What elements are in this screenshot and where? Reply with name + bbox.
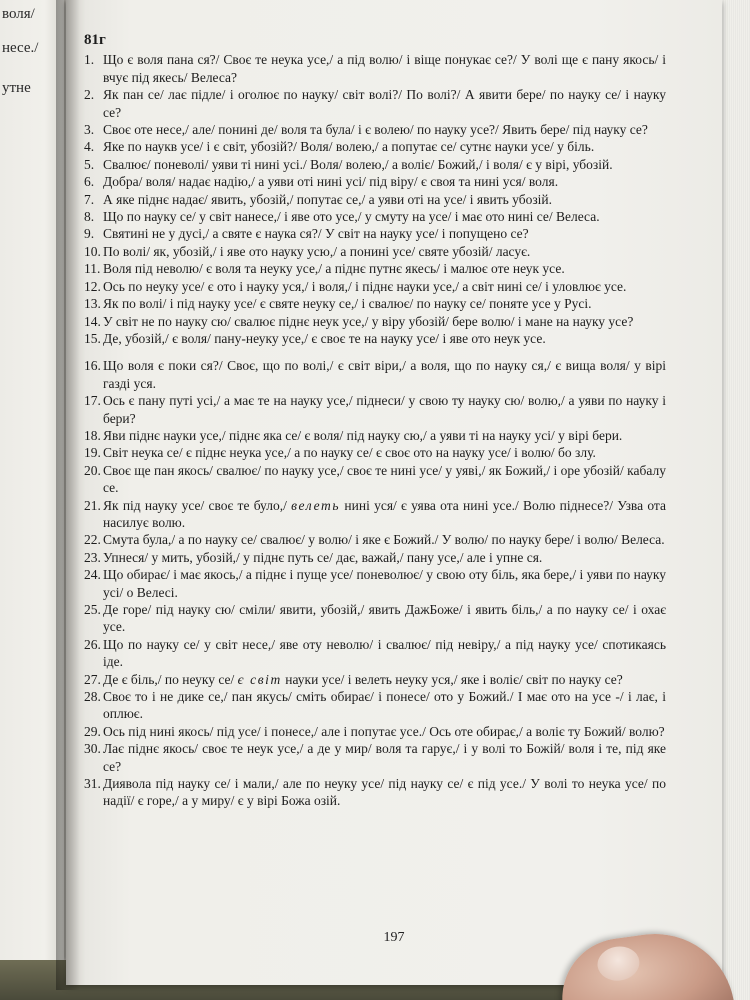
- verse-line: [84, 688, 666, 723]
- verse-text: А яке піднє надає/ явить, убозій,/ попутає се,/ а уяви оті на усе/ і явить убозій.: [103, 191, 553, 207]
- verse-number: 20.: [84, 462, 101, 478]
- verse-text: Де, убозій,/ є воля/ пану-неуку усе,/ є своє те на науку усе/ і яве ото неук усе.: [103, 330, 546, 346]
- verse-number: 27.: [84, 671, 101, 687]
- left-page: [0, 0, 64, 960]
- verse-text: Диявола під науку се/ і мали,/ але по неуку усе/ під науку се/ є під усе./ У волі то неука усе/ по надії/ є горе,/ а у миру/ є у вірі Божа озій.: [103, 776, 666, 809]
- verse-list: [84, 51, 666, 809]
- verse-text: Що обирає/ і має якось,/ а піднє і пуще усе/ поневолює/ у свою оту біль, яка бере,/ і уяви по науку усі/ о Велесі.: [103, 567, 666, 600]
- verse-number: 24.: [84, 567, 101, 583]
- verse-line: [84, 462, 666, 497]
- page-edges: [720, 0, 750, 1000]
- verse-text: Своє оте несе,/ але/ понині де/ воля та була/ і є волею/ по науку усе?/ Явить бере/ під науку се?: [103, 122, 648, 138]
- verse-line: [84, 740, 666, 775]
- verse-number: 15.: [84, 330, 101, 346]
- verse-number: 2.: [84, 87, 95, 103]
- verse-line: [84, 601, 666, 636]
- verse-line: [84, 51, 666, 86]
- verse-text: Де горе/ під науку сю/ сміли/ явити, убозій,/ явить ДажБоже/ і явить біль,/ а по науку се/ і охає усе.: [103, 602, 666, 635]
- verse-line: [84, 723, 666, 740]
- verse-number: 12.: [84, 278, 101, 294]
- verse-text: Що по науку се/ у світ нанесе,/ і яве ото усе,/ у смуту на усе/ і має ото нині се/ Велеса.: [103, 209, 600, 225]
- verse-text: Ось є пану путі усі,/ а має те на науку усе,/ піднеси/ у свою ту науку сю/ волю,/ а уяви по науку і бери?: [103, 393, 666, 426]
- verse-text: Ось по неуку усе/ є ото і науку уся,/ і воля,/ і піднє науки усе,/ а світ нині се/ і уловлює усе.: [103, 278, 627, 294]
- verse-number: 11.: [84, 261, 101, 277]
- verse-number: 18.: [84, 427, 101, 443]
- verse-line: [84, 531, 666, 548]
- verse-text: Де є біль,/ по неуку се/: [103, 671, 238, 687]
- left-page-text: воля/: [2, 6, 35, 22]
- verse-number: 6.: [84, 174, 95, 190]
- verse-text: Свалює/ поневолі/ уяви ті нині усі./ Воля/ волею,/ а воліє/ Божий,/ і воля/ є у вірі, убозій.: [103, 156, 613, 172]
- verse-line: [84, 566, 666, 601]
- verse-number: 4.: [84, 139, 95, 155]
- verse-text: Яке по наукв усе/ і є світ, убозій?/ Воля/ волею,/ а попутає се/ сутнє науки усе/ у біль.: [103, 139, 595, 155]
- verse-number: 22.: [84, 532, 101, 548]
- right-page: [66, 0, 722, 985]
- verse-line: [84, 549, 666, 566]
- verse-text: Упнеся/ у мить, убозій,/ у піднє путь се/ дає, важай,/ пану усе,/ але і упне ся.: [103, 549, 543, 565]
- verse-line: [84, 138, 666, 155]
- verse-number: 14.: [84, 313, 101, 329]
- verse-number: 10.: [84, 243, 101, 259]
- verse-text: Своє ще пан якось/ свалює/ по науку усе,/ своє те нині усе/ у уяві,/ як Божий,/ і оре убозій/ кабалу се.: [103, 462, 666, 496]
- verse-line: [84, 86, 666, 121]
- verse-text: Своє то і не дике се,/ пан якусь/ сміть обирає/ і понесе/ ото у Божий./ І має ото на усе -/ і лає, і оплює.: [103, 689, 666, 722]
- verse-text: Як під науку усе/ своє те було,/: [103, 497, 292, 513]
- verse-number: 30.: [84, 741, 101, 757]
- verse-line: [84, 191, 666, 208]
- verse-line: [84, 636, 666, 671]
- verse-number: 9.: [84, 226, 95, 242]
- verse-text: нині уся/ є уява ота нині усе./ Волю піднесе?/ Узва ота насилує волю.: [103, 497, 666, 530]
- verse-line: [84, 260, 666, 277]
- verse-line: [84, 671, 666, 688]
- verse-line: [84, 278, 666, 295]
- verse-number: 7.: [84, 191, 95, 207]
- verse-number: 28.: [84, 689, 101, 705]
- verse-line: [84, 444, 666, 461]
- verse-line: [84, 330, 666, 347]
- verse-line: [84, 173, 666, 190]
- verse-line: [84, 313, 666, 330]
- verse-line: [84, 497, 666, 532]
- verse-number: 25.: [84, 602, 101, 617]
- verse-text: Що є воля пана ся?/ Своє те неука усе,/ а під волю/ і віще понукає се?/ У волі ще є пану якось/ і вчує під якесь/ Велеса?: [103, 52, 666, 85]
- page-number: 197: [383, 930, 405, 945]
- verse-number: 13.: [84, 296, 101, 312]
- verse-text: Лає піднє якось/ своє те неук усе,/ а де у мир/ воля та гарує,/ і у волі то Божій/ воля і те, під яке се?: [103, 741, 666, 774]
- thumbnail: [595, 944, 641, 984]
- verse-text: Що по науку се/ у світ несе,/ яве оту неволю/ і свалює/ під невіру,/ а під науку усе/ спотикаясь іде.: [103, 636, 666, 670]
- left-page-text: утне: [2, 80, 31, 96]
- verse-number: 21.: [84, 497, 101, 513]
- verse-line: [84, 295, 666, 312]
- verse-emphasis: велеть: [291, 497, 341, 513]
- verse-line: [84, 357, 666, 392]
- verse-text: Святині не у дусі,/ а святе є наука ся?/ У світ на науку усе/ і попущено се?: [103, 226, 529, 242]
- verse-emphasis: є світ: [237, 671, 282, 687]
- verse-text: По волі/ як, убозій,/ і яве ото науку усю,/ а понині усе/ святе убозій/ ласує.: [103, 243, 531, 259]
- verse-text: Світ неука се/ є піднє неука усе,/ а по науку се/ є своє ото на науку усе/ і волю/ бо злу.: [103, 445, 596, 461]
- folio-label: 81г: [84, 32, 106, 48]
- verse-number: 1.: [84, 52, 95, 68]
- verse-line: [84, 208, 666, 225]
- verse-line: [84, 243, 666, 260]
- left-page-text: несе./: [2, 40, 39, 56]
- verse-line: [84, 225, 666, 242]
- verse-text: Добра/ воля/ надає надію,/ а уяви оті нині усі/ під віру/ є своя та нині уся/ воля.: [103, 174, 559, 190]
- verse-text: Смута була,/ а по науку се/ свалює/ у волю/ і яке є Божий./ У волю/ по науку бере/ і волю/ Велеса.: [103, 532, 665, 548]
- verse-text: Як пан се/ лає підле/ і оголює по науку/ світ волі?/ По волі?/ А явити бере/ по науку се/ і науку се?: [103, 87, 666, 120]
- verse-line: [84, 775, 666, 810]
- verse-number: 29.: [84, 723, 101, 739]
- verse-number: 5.: [84, 156, 95, 172]
- verse-text: Як по волі/ і під науку усе/ є святе неуку се,/ і свалює/ по науку се/ поняте усе у Русі.: [103, 296, 592, 312]
- verse-number: 23.: [84, 549, 101, 565]
- verse-number: 26.: [84, 636, 101, 652]
- gutter-shadow: [56, 0, 80, 990]
- verse-text: Яви піднє науки усе,/ піднє яка се/ є воля/ під науку сю,/ а уяви ті на науку усі/ у вірі бери.: [103, 427, 623, 443]
- verse-text: Ось під нині якось/ під усе/ і понесе,/ але і попутає усе./ Ось оте обирає,/ а воліє ту Божий/ волю?: [103, 723, 665, 739]
- verse-number: 3.: [84, 122, 95, 138]
- verse-text: Що воля є поки ся?/ Своє, що по волі,/ є світ віри,/ а воля, що по науку ся,/ є вища воля/ у вірі газді уся.: [103, 358, 666, 391]
- verse-line: [84, 427, 666, 444]
- verse-line: [84, 121, 666, 138]
- verse-number: 19.: [84, 445, 101, 461]
- verse-text: Воля під неволю/ є воля та неуку усе,/ а піднє путнє якесь/ і малює оте неук усе.: [103, 261, 565, 277]
- page-text-block: [84, 32, 666, 810]
- verse-number: 17.: [84, 393, 101, 409]
- verse-number: 8.: [84, 209, 95, 225]
- verse-line: [84, 156, 666, 173]
- verse-number: 31.: [84, 776, 101, 792]
- verse-text: У світ не по науку сю/ свалює піднє неук усе,/ у віру убозій/ бере волю/ і мане на науку усе?: [103, 313, 634, 329]
- verse-line: [84, 392, 666, 427]
- verse-text: науки усе/ і велеть неуку уся,/ яке і воліє/ світ по науку се?: [281, 671, 623, 687]
- verse-number: 16.: [84, 358, 101, 374]
